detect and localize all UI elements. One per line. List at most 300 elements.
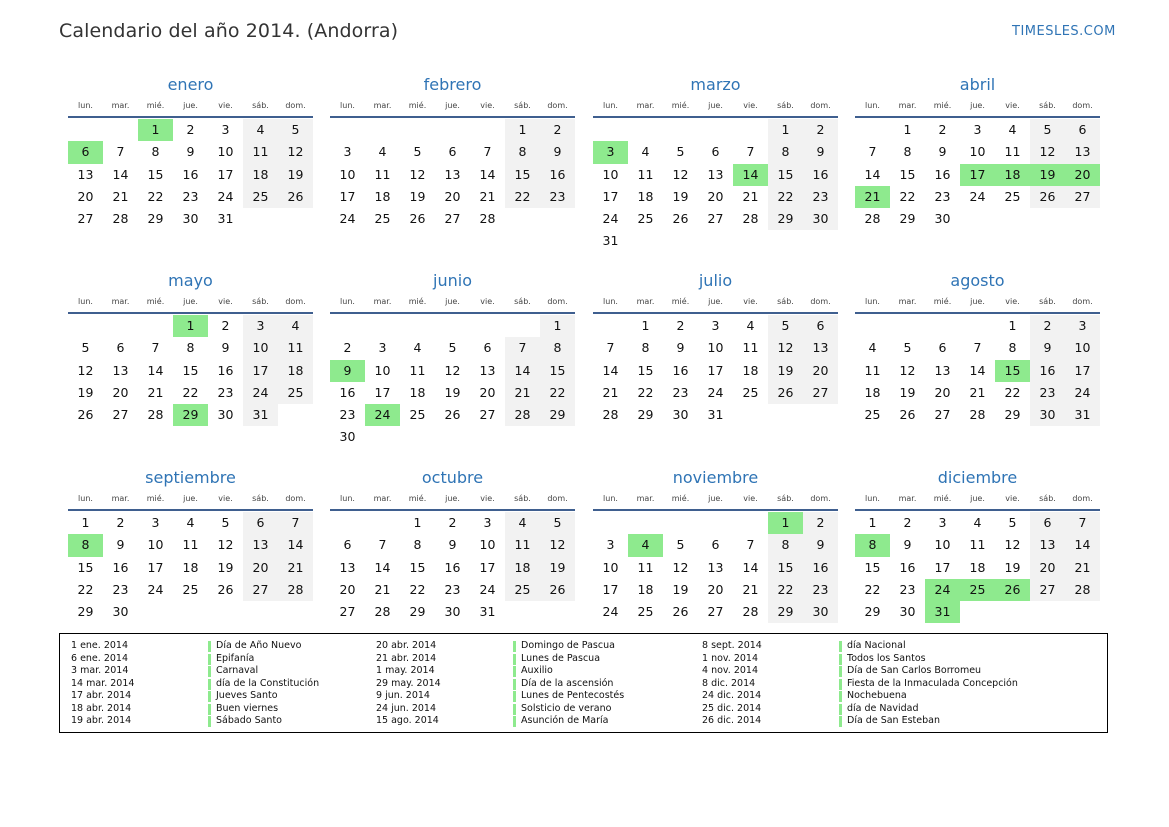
holiday-date: 21 abr. 2014 xyxy=(376,652,437,664)
day-cell: 18 xyxy=(182,559,199,575)
empty-cell xyxy=(243,601,278,623)
day-cell: 10 xyxy=(602,166,619,182)
holiday-date: 29 may. 2014 xyxy=(376,677,441,689)
day-cell: 21 xyxy=(742,581,759,597)
week-row xyxy=(68,337,313,359)
empty-cell xyxy=(138,315,173,337)
week-row xyxy=(593,382,838,404)
weekday-label: dom. xyxy=(285,101,306,110)
holiday-row xyxy=(376,640,624,653)
holiday-row xyxy=(71,653,319,666)
week-row xyxy=(330,119,575,141)
day-cell: 31 xyxy=(479,604,496,620)
weekday-header xyxy=(855,98,1100,114)
day-cell: 25 xyxy=(182,581,199,597)
day-cell: 27 xyxy=(803,382,838,404)
day-cell: 11 xyxy=(374,166,391,182)
empty-cell xyxy=(400,119,435,141)
day-cell: 9 xyxy=(186,144,195,160)
day-cell: 1 xyxy=(540,315,575,337)
day-cell: 7 xyxy=(746,144,755,160)
day-cell: 25 xyxy=(637,604,654,620)
day-cell: 7 xyxy=(116,144,125,160)
weekday-label: vie. xyxy=(1005,494,1020,503)
day-cell: 3 xyxy=(378,340,387,356)
holiday-row xyxy=(71,690,319,703)
holiday-name: Epifanía xyxy=(216,652,255,664)
weekday-header xyxy=(330,294,575,310)
day-cell: 7 xyxy=(1065,512,1100,534)
day-cell: 29 xyxy=(409,604,426,620)
empty-cell xyxy=(663,512,698,534)
day-cell: 8 xyxy=(540,337,575,359)
day-cell: 29 xyxy=(1004,407,1021,423)
day-cell: 5 xyxy=(81,340,90,356)
empty-cell xyxy=(278,601,313,623)
month-marzo xyxy=(593,74,838,253)
holiday-name: Asunción de María xyxy=(521,715,609,726)
day-cell: 27 xyxy=(707,604,724,620)
day-cell: 6 xyxy=(711,144,720,160)
holiday-date: 3 mar. 2014 xyxy=(71,665,129,676)
weekday-label: vie. xyxy=(480,101,495,110)
weekday-label: jue. xyxy=(183,494,198,503)
day-cell: 13 xyxy=(243,534,278,556)
empty-cell xyxy=(138,601,173,623)
holiday-row xyxy=(376,653,624,666)
day-cell: 7 xyxy=(606,340,615,356)
empty-cell xyxy=(470,119,505,141)
week-row xyxy=(593,141,838,163)
weekday-label: lun. xyxy=(78,101,93,110)
day-cell: 8 xyxy=(641,340,650,356)
weekday-label: jue. xyxy=(708,494,723,503)
weekday-label: sáb. xyxy=(1039,494,1056,503)
day-cell: 24 xyxy=(243,382,278,404)
day-cell: 26 xyxy=(1030,186,1065,208)
day-cell: 23 xyxy=(672,384,689,400)
day-cell: 5 xyxy=(676,144,685,160)
week-row xyxy=(330,360,575,382)
day-cell: 24 xyxy=(602,211,619,227)
day-cell: 28 xyxy=(742,604,759,620)
empty-cell xyxy=(698,512,733,534)
holiday-row xyxy=(71,715,319,728)
week-row xyxy=(330,404,575,426)
day-cell: 15 xyxy=(768,557,803,579)
brand-link[interactable]: TIMESLES.COM xyxy=(1012,24,1116,39)
day-cell: 24 xyxy=(217,188,234,204)
day-cell: 22 xyxy=(768,579,803,601)
month-septiembre xyxy=(68,467,313,623)
holiday-name: Domingo de Pascua xyxy=(521,640,615,651)
day-cell: 2 xyxy=(938,122,947,137)
holiday-date: 15 ago. 2014 xyxy=(376,715,439,726)
weekday-label: dom. xyxy=(285,297,306,306)
empty-cell xyxy=(663,119,698,141)
day-cell: 4 xyxy=(278,315,313,337)
day-cell: 22 xyxy=(637,384,654,400)
weekday-label: lun. xyxy=(603,101,618,110)
day-cell: 27 xyxy=(112,407,129,423)
page-title: Calendario del año 2014. (Andorra) xyxy=(59,20,399,42)
day-cell: 26 xyxy=(444,407,461,423)
month-diciembre xyxy=(855,467,1100,623)
day-cell: 17 xyxy=(1065,360,1100,382)
day-cell: 25 xyxy=(637,211,654,227)
day-cell: 14 xyxy=(505,360,540,382)
day-cell: 21 xyxy=(742,188,759,204)
day-cell: 23 xyxy=(899,581,916,597)
weekday-header xyxy=(855,491,1100,507)
holiday-name: Sábado Santo xyxy=(216,715,282,726)
day-cell: 28 xyxy=(278,579,313,601)
day-cell: 6 xyxy=(938,340,947,356)
day-cell: 8 xyxy=(768,534,803,556)
empty-cell xyxy=(1065,208,1100,230)
day-cell: 4 xyxy=(378,144,387,160)
day-cell: 10 xyxy=(934,537,951,553)
week-row xyxy=(593,557,838,579)
empty-cell xyxy=(435,119,470,141)
month-name: marzo xyxy=(690,75,741,94)
weekday-label: jue. xyxy=(970,494,985,503)
empty-cell xyxy=(960,601,995,623)
day-cell: 2 xyxy=(116,515,125,530)
holiday-date: 6 ene. 2014 xyxy=(71,652,128,664)
holiday-day-cell: 3 xyxy=(593,141,628,163)
week-row xyxy=(855,186,1100,208)
empty-cell xyxy=(855,119,890,141)
month-enero xyxy=(68,74,313,230)
day-cell: 6 xyxy=(711,537,720,553)
day-cell: 30 xyxy=(934,211,951,227)
day-cell: 27 xyxy=(444,211,461,227)
month-name: mayo xyxy=(168,271,213,290)
empty-cell xyxy=(663,230,698,252)
week-row xyxy=(330,382,575,404)
day-cell: 16 xyxy=(899,559,916,575)
day-cell: 9 xyxy=(1030,337,1065,359)
day-cell: 19 xyxy=(768,360,803,382)
holiday-marker xyxy=(208,704,211,715)
week-row xyxy=(68,186,313,208)
day-cell: 15 xyxy=(147,166,164,182)
empty-cell xyxy=(365,119,400,141)
empty-cell xyxy=(733,512,768,534)
day-cell: 5 xyxy=(1030,119,1065,141)
month-name: enero xyxy=(167,75,214,94)
day-cell: 28 xyxy=(479,211,496,227)
day-cell: 18 xyxy=(374,188,391,204)
empty-cell xyxy=(540,426,575,448)
day-cell: 10 xyxy=(147,537,164,553)
week-row xyxy=(68,315,313,337)
holiday-day-cell: 14 xyxy=(733,164,768,186)
day-cell: 16 xyxy=(803,557,838,579)
day-cell: 13 xyxy=(444,166,461,182)
day-cell: 6 xyxy=(1065,119,1100,141)
day-cell: 2 xyxy=(903,515,912,530)
day-cell: 31 xyxy=(217,211,234,227)
empty-cell xyxy=(540,601,575,623)
empty-cell xyxy=(1065,601,1100,623)
day-cell: 24 xyxy=(602,604,619,620)
day-cell: 24 xyxy=(479,581,496,597)
week-row xyxy=(855,382,1100,404)
holiday-date: 18 abr. 2014 xyxy=(71,702,132,714)
holiday-date: 1 may. 2014 xyxy=(376,665,435,676)
weekday-label: vie. xyxy=(480,297,495,306)
empty-cell xyxy=(803,230,838,252)
holiday-marker xyxy=(513,666,516,677)
day-cell: 6 xyxy=(448,144,457,160)
day-cell: 20 xyxy=(1030,557,1065,579)
day-cell: 12 xyxy=(217,537,234,553)
empty-cell xyxy=(470,426,505,448)
day-cell: 20 xyxy=(444,188,461,204)
holiday-date: 14 mar. 2014 xyxy=(71,677,135,689)
day-cell: 15 xyxy=(768,164,803,186)
holiday-day-cell: 4 xyxy=(628,534,663,556)
day-cell: 25 xyxy=(278,382,313,404)
holiday-row xyxy=(71,665,319,678)
weekday-header xyxy=(68,294,313,310)
day-cell: 11 xyxy=(182,537,199,553)
weekday-label: mié. xyxy=(671,101,690,110)
day-cell: 16 xyxy=(540,164,575,186)
day-cell: 2 xyxy=(221,318,230,333)
empty-cell xyxy=(768,404,803,426)
week-row xyxy=(330,512,575,534)
weekday-label: sáb. xyxy=(252,101,269,110)
week-row xyxy=(593,119,838,141)
month-name: octubre xyxy=(421,468,484,487)
holiday-marker xyxy=(208,716,211,727)
week-row xyxy=(68,360,313,382)
day-cell: 2 xyxy=(448,515,457,530)
weekday-label: mié. xyxy=(408,494,427,503)
weekday-label: mar. xyxy=(111,297,130,306)
week-row xyxy=(855,557,1100,579)
empty-cell xyxy=(1030,601,1065,623)
empty-cell xyxy=(733,230,768,252)
holiday-day-cell: 24 xyxy=(925,579,960,601)
day-cell: 4 xyxy=(413,340,422,356)
weekday-label: jue. xyxy=(708,297,723,306)
week-row xyxy=(330,534,575,556)
holiday-row xyxy=(702,690,1018,703)
holiday-date: 26 dic. 2014 xyxy=(702,715,762,726)
month-name: diciembre xyxy=(937,468,1018,487)
weekday-label: jue. xyxy=(445,494,460,503)
week-row xyxy=(330,164,575,186)
holiday-row xyxy=(376,703,624,716)
day-cell: 30 xyxy=(339,429,356,445)
day-cell: 27 xyxy=(479,407,496,423)
day-cell: 24 xyxy=(147,581,164,597)
holiday-day-cell: 8 xyxy=(855,534,890,556)
empty-cell xyxy=(435,315,470,337)
week-row xyxy=(593,601,838,623)
holiday-marker xyxy=(839,654,842,665)
holiday-column xyxy=(702,640,1018,728)
day-cell: 4 xyxy=(868,340,877,356)
day-cell: 6 xyxy=(483,340,492,356)
day-cell: 9 xyxy=(676,340,685,356)
day-cell: 29 xyxy=(768,208,803,230)
day-cell: 19 xyxy=(217,559,234,575)
day-cell: 20 xyxy=(112,384,129,400)
day-cell: 4 xyxy=(243,119,278,141)
empty-cell xyxy=(698,119,733,141)
day-cell: 2 xyxy=(803,512,838,534)
holiday-marker xyxy=(839,679,842,690)
week-row xyxy=(593,230,838,252)
holiday-marker xyxy=(839,691,842,702)
day-cell: 14 xyxy=(112,166,129,182)
day-cell: 17 xyxy=(602,188,619,204)
weekday-label: dom. xyxy=(547,297,568,306)
day-cell: 11 xyxy=(637,166,654,182)
weekday-label: jue. xyxy=(970,297,985,306)
day-cell: 22 xyxy=(768,186,803,208)
holiday-marker xyxy=(208,641,211,652)
day-cell: 25 xyxy=(243,186,278,208)
day-cell: 17 xyxy=(602,581,619,597)
day-cell: 13 xyxy=(934,362,951,378)
weekday-label: dom. xyxy=(810,101,831,110)
empty-cell xyxy=(593,512,628,534)
day-cell: 20 xyxy=(707,581,724,597)
weekday-label: lun. xyxy=(865,494,880,503)
day-cell: 14 xyxy=(742,559,759,575)
empty-cell xyxy=(208,601,243,623)
day-cell: 18 xyxy=(278,360,313,382)
day-cell: 3 xyxy=(343,144,352,160)
week-row xyxy=(330,315,575,337)
weekday-label: lun. xyxy=(340,494,355,503)
day-cell: 11 xyxy=(505,534,540,556)
weekday-label: dom. xyxy=(1072,297,1093,306)
day-cell: 29 xyxy=(768,601,803,623)
holiday-day-cell: 17 xyxy=(960,164,995,186)
day-cell: 3 xyxy=(1065,315,1100,337)
day-cell: 8 xyxy=(413,537,422,553)
week-row xyxy=(68,164,313,186)
day-cell: 24 xyxy=(339,211,356,227)
day-cell: 27 xyxy=(934,407,951,423)
day-cell: 29 xyxy=(540,404,575,426)
day-cell: 30 xyxy=(803,208,838,230)
day-cell: 6 xyxy=(1030,512,1065,534)
empty-cell xyxy=(803,404,838,426)
weekday-label: mié. xyxy=(933,494,952,503)
empty-cell xyxy=(1030,208,1065,230)
weekday-label: dom. xyxy=(1072,101,1093,110)
day-cell: 15 xyxy=(505,164,540,186)
weekday-label: mié. xyxy=(671,297,690,306)
holiday-row xyxy=(376,690,624,703)
holiday-date: 4 nov. 2014 xyxy=(702,665,758,676)
weekday-header xyxy=(330,491,575,507)
empty-cell xyxy=(628,119,663,141)
day-cell: 13 xyxy=(1030,534,1065,556)
day-cell: 17 xyxy=(147,559,164,575)
holiday-date: 1 nov. 2014 xyxy=(702,652,758,664)
day-cell: 13 xyxy=(339,559,356,575)
day-cell: 4 xyxy=(1008,122,1017,137)
day-cell: 23 xyxy=(217,384,234,400)
empty-cell xyxy=(243,208,278,230)
day-cell: 5 xyxy=(540,512,575,534)
week-row xyxy=(855,404,1100,426)
day-cell: 20 xyxy=(707,188,724,204)
weekday-label: dom. xyxy=(285,494,306,503)
weekday-label: dom. xyxy=(547,101,568,110)
holiday-day-cell: 31 xyxy=(925,601,960,623)
week-row xyxy=(593,534,838,556)
day-cell: 9 xyxy=(540,141,575,163)
day-cell: 2 xyxy=(676,318,685,333)
day-cell: 12 xyxy=(278,141,313,163)
day-cell: 18 xyxy=(243,164,278,186)
day-cell: 23 xyxy=(444,581,461,597)
day-cell: 4 xyxy=(641,144,650,160)
day-cell: 16 xyxy=(444,559,461,575)
holiday-day-cell: 20 xyxy=(1065,164,1100,186)
weekday-label: jue. xyxy=(445,297,460,306)
weekday-label: dom. xyxy=(810,297,831,306)
weekday-label: vie. xyxy=(743,297,758,306)
holiday-row xyxy=(71,640,319,653)
month-name: abril xyxy=(959,75,996,94)
day-cell: 29 xyxy=(637,407,654,423)
holiday-marker xyxy=(513,691,516,702)
holiday-legend xyxy=(59,633,1108,733)
day-cell: 19 xyxy=(278,164,313,186)
weekday-header xyxy=(593,294,838,310)
holiday-row xyxy=(702,703,1018,716)
week-row xyxy=(855,315,1100,337)
empty-cell xyxy=(698,230,733,252)
day-cell: 7 xyxy=(483,144,492,160)
day-cell: 23 xyxy=(112,581,129,597)
weekday-header xyxy=(593,491,838,507)
week-row xyxy=(593,579,838,601)
day-cell: 16 xyxy=(803,164,838,186)
day-cell: 12 xyxy=(672,559,689,575)
day-cell: 3 xyxy=(938,515,947,530)
day-cell: 19 xyxy=(444,384,461,400)
day-cell: 10 xyxy=(479,537,496,553)
day-cell: 7 xyxy=(378,537,387,553)
month-name: julio xyxy=(698,271,733,290)
week-row xyxy=(68,512,313,534)
day-cell: 11 xyxy=(637,559,654,575)
day-cell: 22 xyxy=(77,581,94,597)
month-name: junio xyxy=(433,271,472,290)
holiday-row xyxy=(376,665,624,678)
weekday-label: mié. xyxy=(671,494,690,503)
month-agosto xyxy=(855,270,1100,426)
day-cell: 19 xyxy=(899,384,916,400)
day-cell: 26 xyxy=(217,581,234,597)
day-cell: 2 xyxy=(1030,315,1065,337)
day-cell: 11 xyxy=(864,362,881,378)
day-cell: 31 xyxy=(707,407,724,423)
day-cell: 7 xyxy=(151,340,160,356)
